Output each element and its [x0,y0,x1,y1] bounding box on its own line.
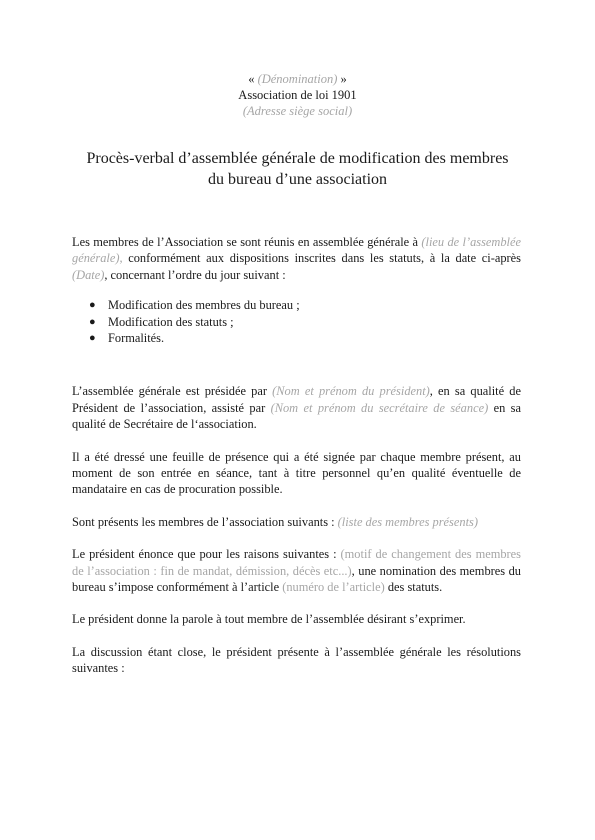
document-title: Procès-verbal d’assemblée générale de modification des membres du bureau d’une association [86,150,509,188]
paragraph-text: des statuts. [384,580,443,595]
paragraph-text: Les membres de l’Association se sont réunis en assemblée générale à [72,235,422,249]
paragraph-text: L’assemblée générale est présidée par [72,384,273,399]
denomination-line [0,71,595,87]
paragraph-text: Sont présents les membres de l’association suivants : [72,514,338,529]
spacer [72,346,521,383]
paragraph-text: , une nomination des membres du bureau s’impose conformément à l’article [72,563,521,595]
paragraph-membres-presents [72,514,521,530]
denomination-placeholder: (Dénomination) [257,72,338,86]
bullet-icon: ● [89,315,96,328]
secretaire-placeholder: (Nom et prénom du secrétaire de séance) [270,400,489,415]
spacer [72,595,521,611]
article-placeholder: (numéro de l’article) [282,580,385,595]
agenda-item [72,314,521,330]
document-body [72,234,521,677]
agenda-item-label: Modification des statuts ; [108,314,234,329]
guillemet-close: » [340,72,347,86]
bullet-icon: ● [89,299,96,312]
bullet-icon: ● [89,332,96,344]
paragraph-text: en sa qualité de Secrétaire de l‘association. [72,400,521,432]
paragraph-motif [72,546,521,595]
membres-placeholder: (liste des membres présents) [337,514,478,529]
paragraph-text: Le président énonce que pour les raisons suivantes : [72,547,341,562]
spacer [72,433,521,449]
agenda-item-label: Formalités. [108,331,165,345]
agenda-item-label: Modification des membres du bureau ; [108,298,300,313]
guillemet-open: « [248,72,255,86]
president-placeholder: (Nom et prénom du président) [272,384,430,399]
date-placeholder: (Date) [72,267,105,282]
paragraph-resolutions: La discussion étant close, le président présente à l’assemblée générale les résolutions suivantes : [72,644,521,676]
motif-placeholder: (motif de changement des membres de l’association : fin de mandat, démission, décès etc...) [72,547,521,578]
spacer [72,628,521,644]
association-type: Association de loi 1901 [238,88,357,102]
agenda-item [72,297,521,313]
agenda-list [72,297,521,346]
lieu-placeholder: (lieu de l’assemblée générale), [72,235,521,266]
agenda-item [72,330,521,346]
address-placeholder: (Adresse siège social) [242,104,353,118]
spacer [72,498,521,514]
paragraph-text: , concernant l’ordre du jour suivant : [104,267,286,282]
paragraph-presidence [72,383,521,432]
document-header [0,71,595,119]
paragraph-parole: Le président donne la parole à tout membre de l’assemblée désirant s’exprimer. [72,612,466,627]
paragraph-convocation [72,234,521,283]
spacer [72,530,521,546]
paragraph-text: , en sa qualité de Président de l’association, assisté par [72,384,521,415]
paragraph-text: conformément aux dispositions inscrites dans les statuts, à la date ci-après [122,251,521,266]
paragraph-feuille-presence: Il a été dressé une feuille de présence qui a été signée par chaque membre présent, au moment de son entrée en séance, tant à titre personnel qu’en qualité éventuelle de mandataire en cas de procuration possible. [72,449,521,497]
